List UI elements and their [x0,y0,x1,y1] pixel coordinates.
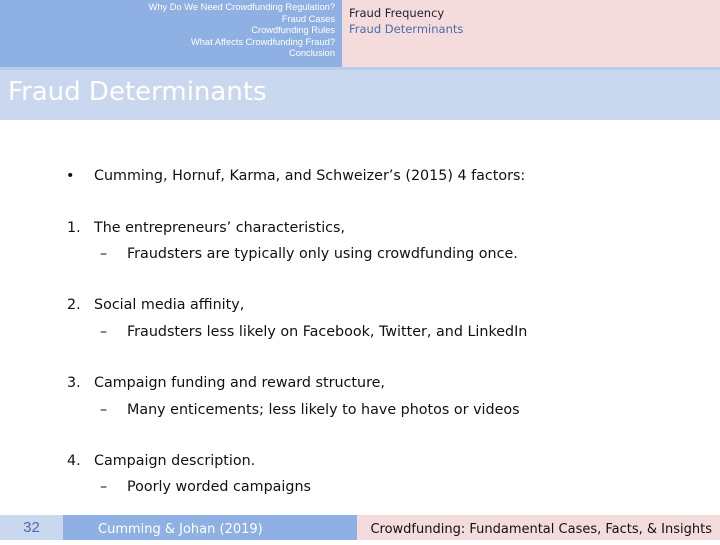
intro-text: Cumming, Hornuf, Karma, and Schweizer’s (2015) 4 factors: [94,168,526,184]
dash-marker: – [100,479,108,495]
nav-subsection-fraud-determinants[interactable]: Fraud Determinants [349,22,464,36]
footer-book-title [357,515,720,540]
factor-number: 1. [67,220,81,236]
section-nav [0,0,342,67]
dash-marker: – [100,246,108,262]
title-accent-strip [0,67,720,70]
factor-label: Social media affinity, [94,297,245,313]
nav-section-crowdfunding-rules[interactable]: Crowdfunding Rules [251,25,335,36]
subsection-nav [342,0,720,67]
factor-detail: Fraudsters less likely on Facebook, Twitter, and LinkedIn [127,324,528,340]
page-number: 32 [0,515,63,540]
nav-section-regulation[interactable]: Why Do We Need Crowdfunding Regulation? [148,2,335,12]
factor-detail: Many enticements; less likely to have photos or videos [127,402,520,418]
bullet-marker: • [66,168,75,184]
slide-body [0,120,720,515]
nav-section-conclusion[interactable]: Conclusion [289,48,335,59]
nav-subsection-fraud-frequency[interactable]: Fraud Frequency [349,6,445,20]
factor-number: 2. [67,297,81,313]
dash-marker: – [100,324,108,340]
factor-number: 4. [67,453,81,469]
source-citation: Cumming & Johan (2019) [98,522,263,537]
slide-title: Fraud Determinants [8,77,267,107]
factor-label: The entrepreneurs’ characteristics, [94,220,346,236]
footer-source [63,515,357,540]
dash-marker: – [100,402,108,418]
factor-label: Campaign description. [94,453,256,469]
factor-number: 3. [67,375,81,391]
factor-label: Campaign funding and reward structure, [94,375,385,391]
nav-section-fraud-factors[interactable]: What Affects Crowdfunding Fraud? [190,36,335,47]
book-title: Crowdfunding: Fundamental Cases, Facts, & Insights [370,522,712,537]
factor-detail: Fraudsters are typically only using crowdfunding once. [127,246,518,262]
nav-section-fraud-cases[interactable]: Fraud Cases [281,13,335,24]
factor-detail: Poorly worded campaigns [127,479,311,495]
title-bar [0,67,720,120]
